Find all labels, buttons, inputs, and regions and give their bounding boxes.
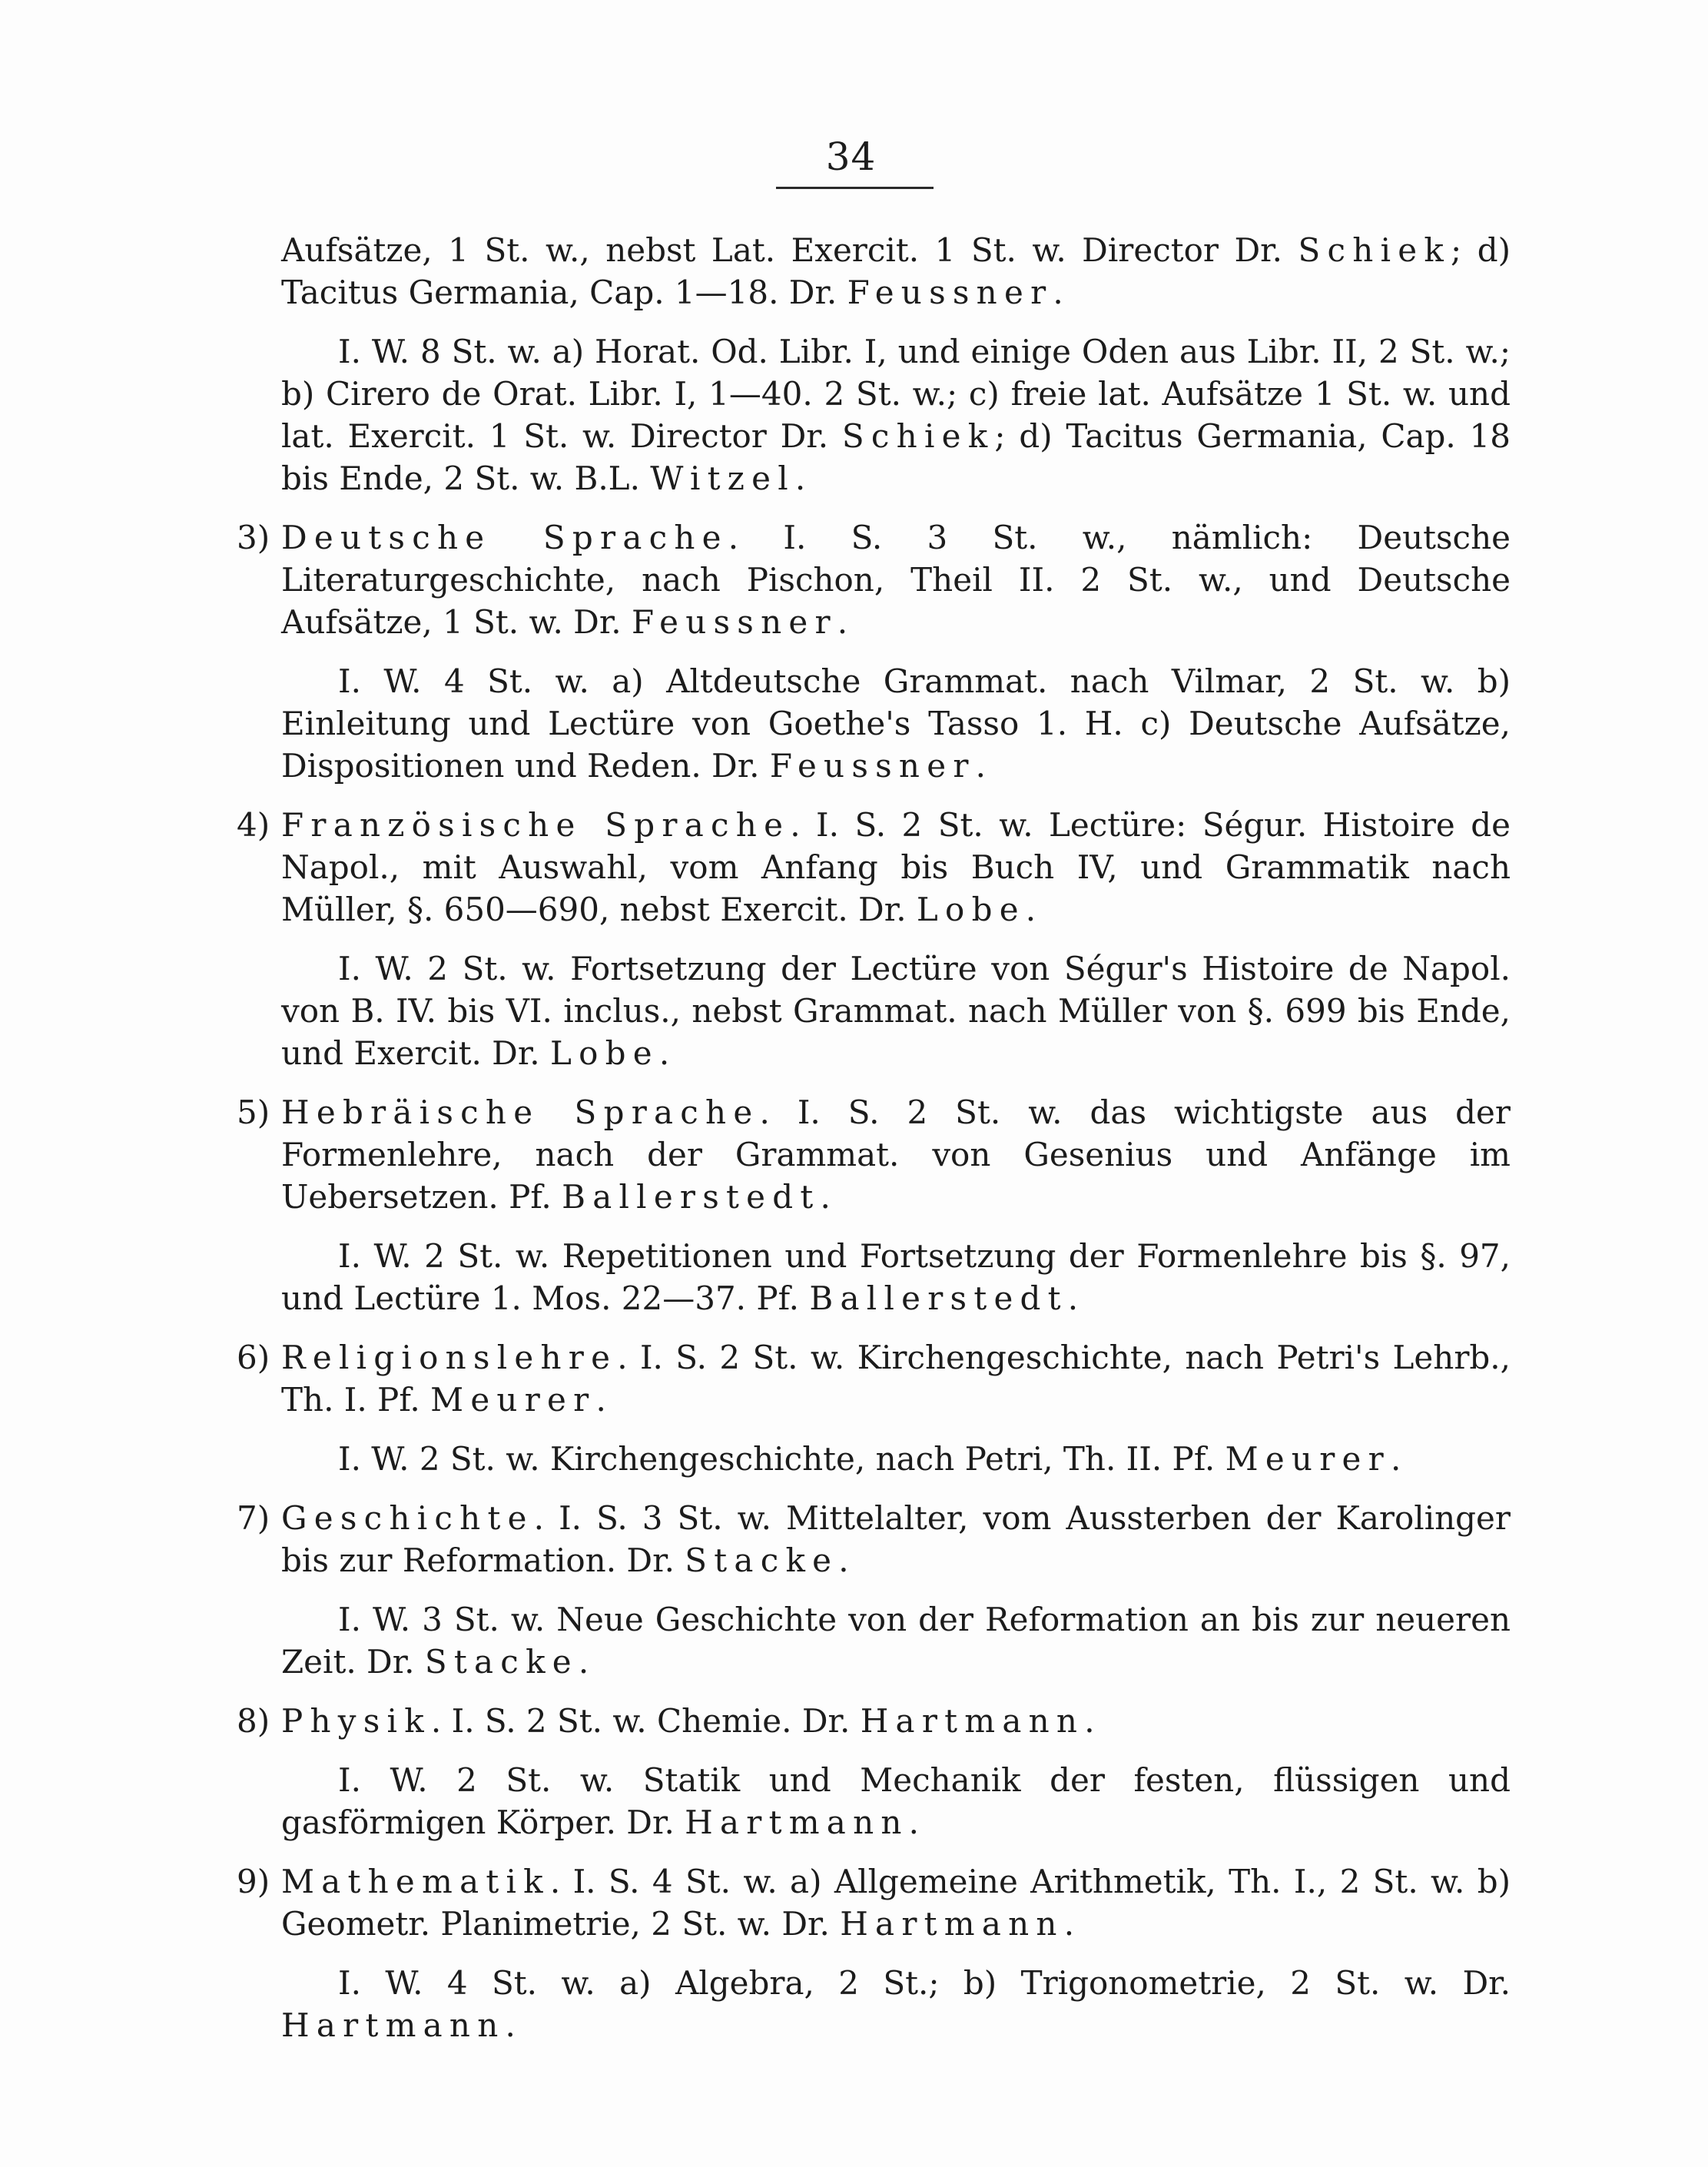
section-heading: Mathematik	[281, 1863, 550, 1900]
teacher-name: Hartmann	[860, 1702, 1085, 1740]
section-heading: Französische Sprache	[281, 806, 791, 844]
section-heading: Physik	[281, 1702, 431, 1740]
paragraph-latin-continued: Aufsätze, 1 St. w., nebst Lat. Exercit. 1 St. w. Director Dr. Schiek; d) Tacitus Germania, Cap. 1—18. Dr. Feussner.	[281, 231, 1511, 311]
paragraph-history-winter: I. W. 3 St. w. Neue Geschichte von der Reformation an bis zur neueren Zeit. Dr. Stacke.	[281, 1601, 1511, 1681]
section-french: 4) Französische Sprache. I. S. 2 St. w. Lectüre: Ségur. Histoire de Napol., mit Auswahl, vom Anfang bis Buch IV, und Grammatik nach Müller, §. 650—690, nebst Exercit. Dr. Lobe.	[281, 804, 1511, 931]
section-number: 6)	[237, 1339, 270, 1376]
section-number: 4)	[237, 806, 270, 844]
teacher-name: Hartmann	[685, 1804, 909, 1841]
section-history: 7) Geschichte. I. S. 3 St. w. Mittelalter, vom Aussterben der Karolinger bis zur Reformation. Dr. Stacke.	[281, 1497, 1511, 1581]
teacher-name: Ballerstedt	[562, 1178, 821, 1216]
section-number: 9)	[237, 1863, 270, 1900]
paragraph-french-winter: I. W. 2 St. w. Fortsetzung der Lectüre von Ségur's Histoire de Napol. von B. IV. bis VI. inclus., nebst Grammat. nach Müller von §. 699 bis Ende, und Exercit. Dr. Lobe.	[281, 950, 1511, 1072]
paragraph-physics-winter: I. W. 2 St. w. Statik und Mechanik der festen, flüssigen und gasförmigen Körper. Dr. Hartmann.	[281, 1761, 1511, 1841]
section-physics: 8) Physik. I. S. 2 St. w. Chemie. Dr. Hartmann.	[281, 1700, 1511, 1742]
section-number: 3)	[237, 519, 270, 556]
teacher-name: Feussner	[769, 747, 976, 785]
teacher-name: Hartmann	[281, 2006, 506, 2044]
teacher-name: Schiek	[1298, 231, 1451, 269]
teacher-name: Feussner	[632, 603, 837, 641]
paragraph-mathematics-winter: I. W. 4 St. w. a) Algebra, 2 St.; b) Trigonometrie, 2 St. w. Dr. Hartmann.	[281, 1964, 1511, 2044]
teacher-name: Witzel	[650, 460, 795, 497]
page-number: 34	[825, 134, 877, 179]
teacher-name: Ballerstedt	[809, 1279, 1068, 1317]
paragraph-religion-winter: I. W. 2 St. w. Kirchengeschichte, nach Petri, Th. II. Pf. Meurer.	[338, 1440, 1401, 1478]
teacher-name: Lobe	[550, 1034, 659, 1072]
section-german: 3) Deutsche Sprache. I. S. 3 St. w., nämlich: Deutsche Literaturgeschichte, nach Pischon, Theil II. 2 St. w., und Deutsche Aufsätze, 1 St. w. Dr. Feussner.	[281, 516, 1511, 643]
section-hebrew: 5) Hebräische Sprache. I. S. 2 St. w. das wichtigste aus der Formenlehre, nach der Grammat. von Gesenius und Anfänge im Uebersetzen. Pf. Ballerstedt.	[281, 1091, 1511, 1218]
section-mathematics: 9) Mathematik. I. S. 4 St. w. a) Allgemeine Arithmetik, Th. I., 2 St. w. b) Geometr. Planimetrie, 2 St. w. Dr. Hartmann.	[281, 1860, 1511, 1945]
section-heading: Religionslehre	[281, 1339, 618, 1376]
section-heading: Geschichte	[281, 1499, 534, 1537]
section-heading: Deutsche Sprache	[281, 519, 728, 556]
teacher-name: Meurer	[430, 1381, 596, 1419]
section-heading: Hebräische Sprache	[281, 1093, 760, 1131]
section-number: 5)	[237, 1093, 270, 1131]
teacher-name: Schiek	[841, 417, 995, 455]
page-number-rule	[776, 187, 934, 189]
teacher-name: Hartmann	[840, 1905, 1064, 1943]
paragraph-german-winter: I. W. 4 St. w. a) Altdeutsche Grammat. nach Vilmar, 2 St. w. b) Einleitung und Lectüre von Goethe's Tasso 1. H. c) Deutsche Aufsätze, Dispositionen und Reden. Dr. Feussner.	[281, 662, 1511, 785]
teacher-name: Lobe	[916, 891, 1026, 928]
section-number: 7)	[237, 1499, 270, 1537]
teacher-name: Stacke	[424, 1643, 579, 1681]
paragraph-latin-winter: I. W. 8 St. w. a) Horat. Od. Libr. I, und einige Oden aus Libr. II, 2 St. w.; b) Cirero de Orat. Libr. I, 1—40. 2 St. w.; c) freie lat. Aufsätze 1 St. w. und lat. Exercit. 1 St. w. Director Dr. Schiek; d) Tacitus Germania, Cap. 18 bis Ende, 2 St. w. B.L. Witzel.	[281, 333, 1511, 497]
document-body	[237, 229, 1511, 2063]
paragraph-hebrew-winter: I. W. 2 St. w. Repetitionen und Fortsetzung der Formenlehre bis §. 97, und Lectüre 1. Mos. 22—37. Pf. Ballerstedt.	[281, 1237, 1511, 1317]
teacher-name: Feussner	[847, 274, 1053, 311]
teacher-name: Stacke	[685, 1541, 839, 1579]
section-number: 8)	[237, 1702, 270, 1740]
section-religion: 6) Religionslehre. I. S. 2 St. w. Kirchengeschichte, nach Petri's Lehrb., Th. I. Pf. Meurer.	[281, 1336, 1511, 1421]
teacher-name: Meurer	[1225, 1440, 1391, 1478]
